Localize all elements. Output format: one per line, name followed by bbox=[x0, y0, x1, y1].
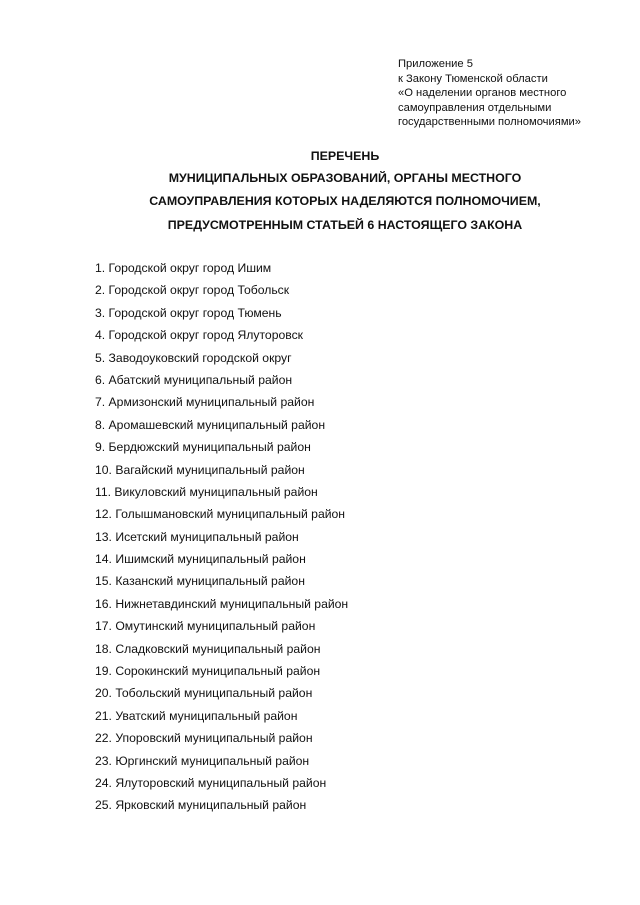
list-item: 8. Аромашевский муниципальный район bbox=[95, 417, 326, 432]
document-title: ПЕРЕЧЕНЬ bbox=[310, 149, 380, 163]
list-item: 7. Армизонский муниципальный район bbox=[95, 395, 315, 410]
document-subtitle-line: САМОУПРАВЛЕНИЯ КОТОРЫХ НАДЕЛЯЮТСЯ ПОЛНОМОЧИЕМ, bbox=[149, 194, 541, 209]
list-item: 12. Голышмановский муниципальный район bbox=[95, 507, 346, 522]
document-heading bbox=[0, 145, 640, 237]
list-item: 18. Сладковский муниципальный район bbox=[95, 641, 321, 656]
appendix-reference bbox=[398, 57, 634, 130]
appendix-line: «О наделении органов местного bbox=[398, 87, 567, 100]
list-item: 15. Казанский муниципальный район bbox=[95, 574, 305, 589]
list-item: 22. Упоровский муниципальный район bbox=[95, 731, 313, 746]
list-item: 2. Городской округ город Тобольск bbox=[95, 283, 290, 298]
list-item: 23. Юргинский муниципальный район bbox=[95, 753, 310, 768]
list-item: 14. Ишимский муниципальный район bbox=[95, 552, 306, 567]
list-item: 5. Заводоуковский городской округ bbox=[95, 350, 292, 365]
list-item: 24. Ялуторовский муниципальный район bbox=[95, 775, 327, 790]
list-item: 3. Городской округ город Тюмень bbox=[95, 305, 282, 320]
list-item: 11. Викуловский муниципальный район bbox=[95, 484, 318, 499]
appendix-line: Приложение 5 bbox=[398, 58, 473, 70]
document-subtitle-line: ПРЕДУСМОТРЕННЫМ СТАТЬЕЙ 6 НАСТОЯЩЕГО ЗАКОНА bbox=[167, 217, 523, 232]
list-item: 10. Вагайский муниципальный район bbox=[95, 462, 305, 477]
list-item: 16. Нижнетавдинский муниципальный район bbox=[95, 596, 349, 611]
list-item: 21. Уватский муниципальный район bbox=[95, 708, 298, 723]
appendix-line: к Закону Тюменской области bbox=[398, 72, 548, 85]
list-item: 4. Городской округ город Ялуторовск bbox=[95, 328, 304, 343]
municipality-list bbox=[95, 257, 348, 817]
list-item: 19. Сорокинский муниципальный район bbox=[95, 664, 321, 679]
appendix-line: самоуправления отдельными bbox=[398, 101, 552, 114]
appendix-line: государственными полномочиями» bbox=[398, 116, 581, 129]
list-item: 13. Исетский муниципальный район bbox=[95, 529, 299, 544]
list-item: 9. Бердюжский муниципальный район bbox=[95, 440, 311, 455]
list-item: 20. Тобольский муниципальный район bbox=[95, 686, 313, 701]
document-subtitle-line: МУНИЦИПАЛЬНЫХ ОБРАЗОВАНИЙ, ОРГАНЫ МЕСТНОГО bbox=[168, 171, 522, 185]
list-item: 25. Ярковский муниципальный район bbox=[95, 798, 307, 813]
list-item: 17. Омутинский муниципальный район bbox=[95, 619, 316, 634]
list-item: 1. Городской округ город Ишим bbox=[95, 261, 272, 275]
list-item: 6. Абатский муниципальный район bbox=[95, 372, 293, 387]
